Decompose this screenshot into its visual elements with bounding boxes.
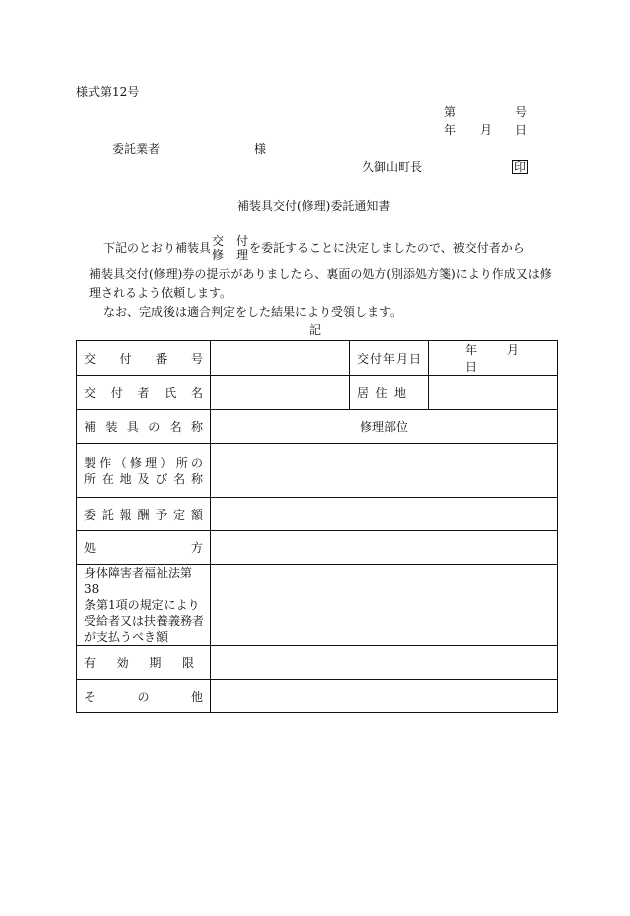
label-manufacturer — [77, 444, 211, 498]
label-prescription — [77, 531, 211, 565]
body-line-4: なお、完成後は適合判定をした結果により受領します。 — [103, 305, 403, 319]
label-prescription-start: 処 — [84, 541, 97, 555]
label-fee: 委託報酬予定額 — [77, 498, 211, 531]
addressee-honorific: 様 — [254, 142, 267, 156]
address-field[interactable] — [429, 376, 558, 410]
prescription-field[interactable] — [211, 531, 558, 565]
label-address: 居住地 — [350, 376, 429, 410]
other-field[interactable] — [211, 680, 558, 713]
ref-no-prefix: 第 — [444, 105, 457, 119]
repair-part-label: 修理部位 — [211, 410, 558, 444]
row-fee — [77, 498, 558, 531]
validity-field[interactable] — [211, 646, 558, 680]
label-payment-line-4: が支払うべき額 — [84, 630, 169, 644]
fee-field[interactable] — [211, 498, 558, 531]
row-device-name — [77, 410, 558, 444]
recipient-name-field[interactable] — [211, 376, 350, 410]
label-validity: 有効期限 — [77, 646, 211, 680]
row-other — [77, 680, 558, 713]
label-manufacturer-line-2: 所在地及び名称 — [84, 471, 203, 486]
ki-heading: 記 — [309, 323, 322, 337]
label-issue-number: 交付番号 — [77, 341, 211, 376]
row-prescription — [77, 531, 558, 565]
issue-date-month: 月 — [507, 343, 520, 357]
body-line-3: 理されるよう依頼します。 — [89, 286, 233, 300]
date-day: 日 — [515, 123, 528, 137]
deliver-repair-stack — [212, 234, 248, 262]
label-recipient-name: 交付者氏名 — [77, 376, 211, 410]
addressee-label: 委託業者 — [112, 142, 161, 156]
row-issue-number — [77, 341, 558, 376]
form-table — [76, 340, 558, 713]
row-recipient-name — [77, 376, 558, 410]
label-other: その他 — [77, 680, 211, 713]
date-year: 年 — [444, 123, 457, 137]
body-line-2: 補装具交付(修理)券の提示がありましたら、裏面の処方(別添処方箋)により作成又は修 — [89, 267, 552, 281]
document-title: 補装具交付(修理)委託通知書 — [237, 199, 391, 213]
row-payment-amount — [77, 565, 558, 646]
stack-bottom: 修 理 — [212, 248, 249, 262]
label-prescription-end: 方 — [190, 541, 203, 555]
issue-number-field[interactable] — [211, 341, 350, 376]
label-payment-line-2: 条第1項の規定により — [84, 598, 200, 612]
label-payment-amount — [77, 565, 211, 646]
issue-date-year: 年 — [465, 343, 478, 357]
ref-no-suffix: 号 — [515, 105, 528, 119]
stack-top: 交 付 — [212, 234, 249, 248]
label-payment-line-1: 身体障害者福祉法第38 — [84, 566, 193, 596]
body-line-1 — [103, 234, 525, 262]
payment-amount-field[interactable] — [211, 565, 558, 646]
label-issue-date: 交付年月日 — [350, 341, 429, 376]
label-device-name: 補装具の名称 — [77, 410, 211, 444]
seal-stamp: 印 — [514, 160, 527, 174]
date-month: 月 — [480, 123, 493, 137]
issuer-title: 久御山町長 — [362, 160, 423, 174]
issue-date-field[interactable] — [429, 341, 558, 376]
form-number: 様式第12号 — [76, 85, 140, 99]
body-line-1-post: を委託することに決定しましたので、被交付者から — [249, 241, 525, 255]
label-payment-line-3: 受給者又は扶養義務者 — [84, 614, 205, 628]
row-validity — [77, 646, 558, 680]
issue-date-day: 日 — [465, 360, 478, 374]
row-manufacturer — [77, 444, 558, 498]
body-line-1-pre: 下記のとおり補装具 — [103, 241, 212, 255]
manufacturer-field[interactable] — [211, 444, 558, 498]
label-manufacturer-line-1: 製作（修理）所の — [84, 455, 203, 470]
